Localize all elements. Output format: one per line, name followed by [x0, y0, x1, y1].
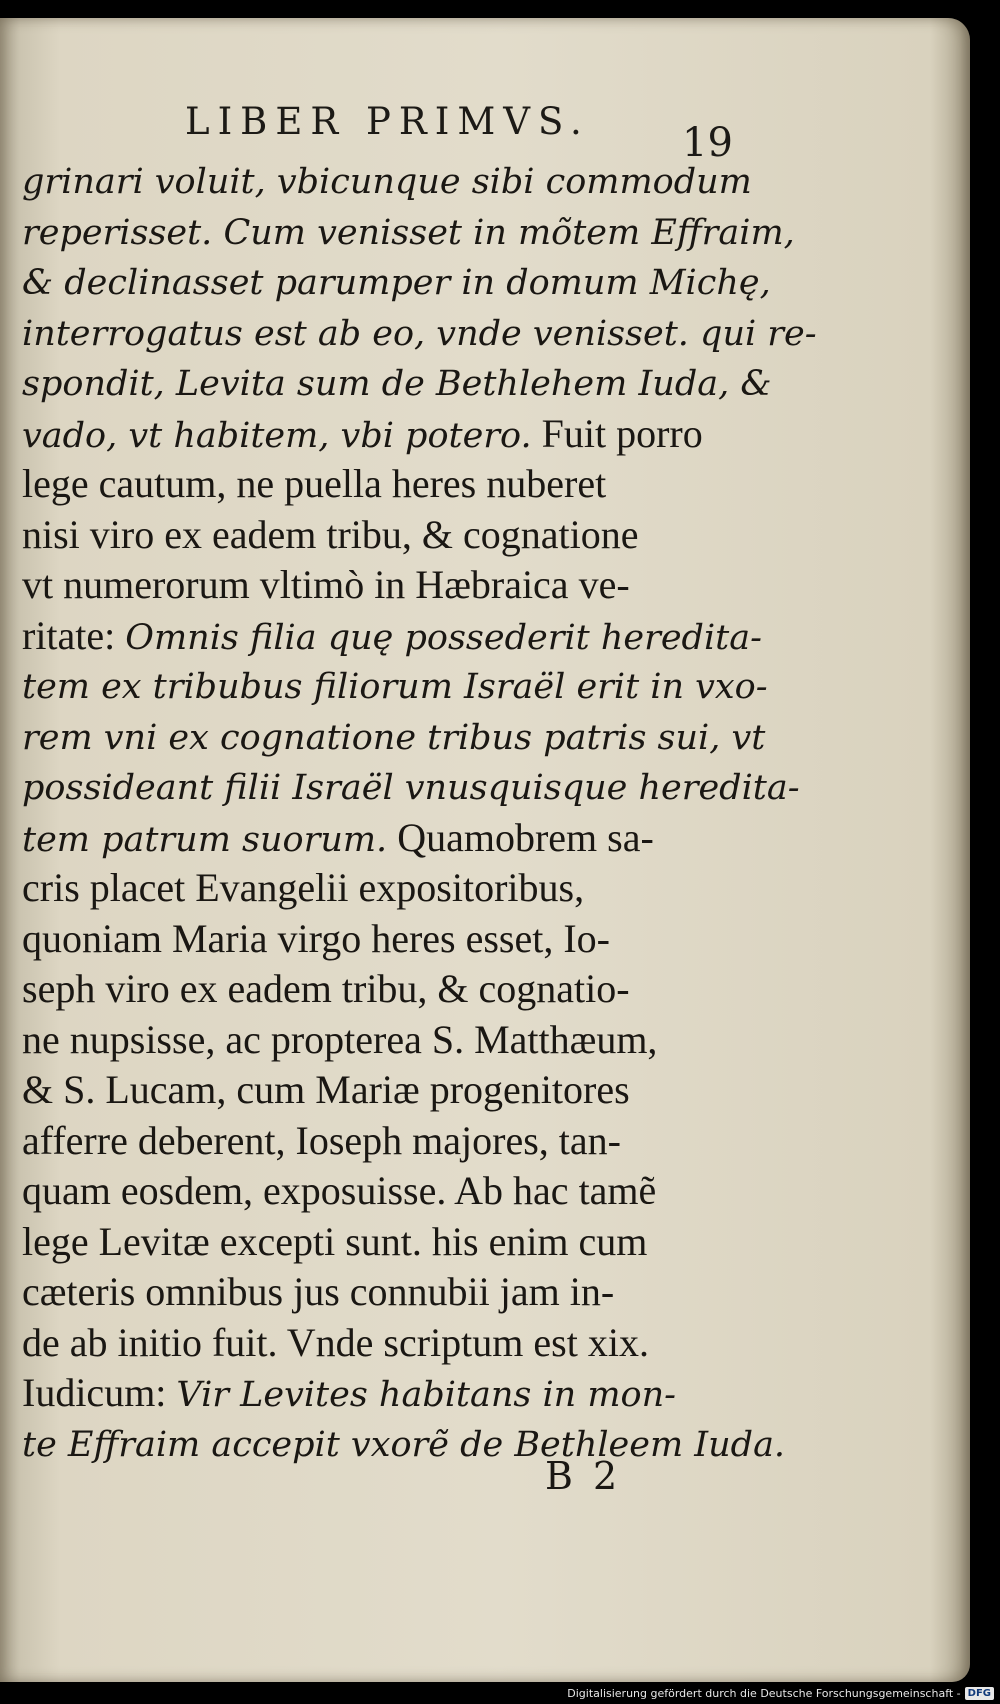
text-line [22, 1065, 727, 1116]
digitization-credit [567, 1687, 994, 1700]
roman-text: lege Levitæ excepti sunt. his enim cum [22, 1218, 648, 1264]
italic-quotation: & declinasset parumper in domum Michę, [22, 263, 771, 303]
text-line [22, 611, 762, 662]
text-line [22, 1166, 727, 1217]
text-line [22, 560, 727, 611]
text-line [22, 712, 766, 763]
page-number: 19 [682, 120, 733, 166]
text-line [22, 510, 727, 561]
text-line [22, 1015, 727, 1066]
text-line [22, 863, 727, 914]
roman-text: seph viro ex eadem tribu, & cognatio- [22, 966, 630, 1011]
italic-quotation: Omnis filia quę possederit heredita- [125, 617, 762, 658]
text-line [22, 813, 727, 864]
roman-text: ne nupsisse, ac propterea S. Matthæum, [22, 1016, 658, 1062]
running-title: LIBER PRIMVS. [185, 100, 590, 143]
italic-quotation: vado, vt habitem, vbi potero. [22, 415, 532, 456]
text-line [22, 459, 727, 510]
dfg-logo: DFG [965, 1687, 994, 1700]
text-line [22, 1318, 727, 1369]
book-page [0, 18, 970, 1682]
text-line [22, 257, 771, 308]
text-line [22, 308, 817, 359]
roman-text: nisi viro ex eadem tribu, & cognatione [22, 511, 639, 557]
roman-text: lege cautum, ne puella heres nuberet [22, 461, 607, 506]
italic-quotation: tem patrum suorum. [22, 819, 388, 860]
signature-mark: B 2 [545, 1454, 622, 1498]
page-body-text [22, 156, 817, 1469]
roman-text: Iudicum: [22, 1370, 177, 1415]
text-line [22, 358, 772, 409]
credit-text: Digitalisierung gefördert durch die Deutsche Forschungsgemeinschaft - [567, 1687, 961, 1700]
italic-quotation: tem ex tribubus filiorum Israël erit in vxo- [22, 667, 768, 707]
roman-text: Fuit porro [531, 410, 703, 456]
italic-quotation: spondit, Levita sum de Bethlehem Iuda, & [22, 364, 772, 404]
text-line [22, 1419, 786, 1470]
roman-text: ritate: [22, 612, 126, 658]
roman-text: cæteris omnibus jus connubii jam in- [22, 1269, 615, 1314]
text-line [22, 661, 768, 712]
text-line [22, 762, 800, 813]
roman-text: afferre deberent, Ioseph majores, tan- [22, 1117, 621, 1163]
roman-text: de ab initio fuit. Vnde scriptum est xix. [22, 1319, 649, 1365]
roman-text: quam eosdem, exposuisse. Ab hac tamẽ [22, 1168, 657, 1213]
roman-text: cris placet Evangelii expositoribus, [22, 865, 585, 910]
text-line [22, 964, 727, 1015]
italic-quotation: reperisset. Cum venisset in mõtem Effraim, [22, 212, 795, 253]
italic-quotation: Vir Levites habitans in mon- [176, 1375, 676, 1415]
italic-quotation: rem vni ex cognatione tribus patris sui, vt [22, 717, 766, 758]
italic-quotation: interrogatus est ab eo, vnde venisset. qui re- [22, 313, 817, 354]
text-line [22, 409, 727, 460]
roman-text: Quamobrem sa- [387, 814, 654, 860]
roman-text: & S. Lucam, cum Mariæ progenitores [22, 1067, 630, 1112]
text-line [22, 156, 752, 207]
text-line [22, 207, 795, 258]
text-line [22, 914, 727, 965]
italic-quotation: te Effraim accepit vxorẽ de Bethleem Iuda. [22, 1424, 786, 1465]
italic-quotation: grinari voluit, vbicunque sibi commodum [22, 162, 752, 202]
roman-text: vt numerorum vltimò in Hæbraica ve- [22, 562, 630, 607]
italic-quotation: possideant filii Israël vnusquisque heredita- [22, 768, 800, 808]
roman-text: quoniam Maria virgo heres esset, Io- [22, 915, 610, 961]
text-line [22, 1116, 727, 1167]
text-line [22, 1267, 727, 1318]
text-line [22, 1217, 727, 1268]
text-line [22, 1368, 727, 1419]
